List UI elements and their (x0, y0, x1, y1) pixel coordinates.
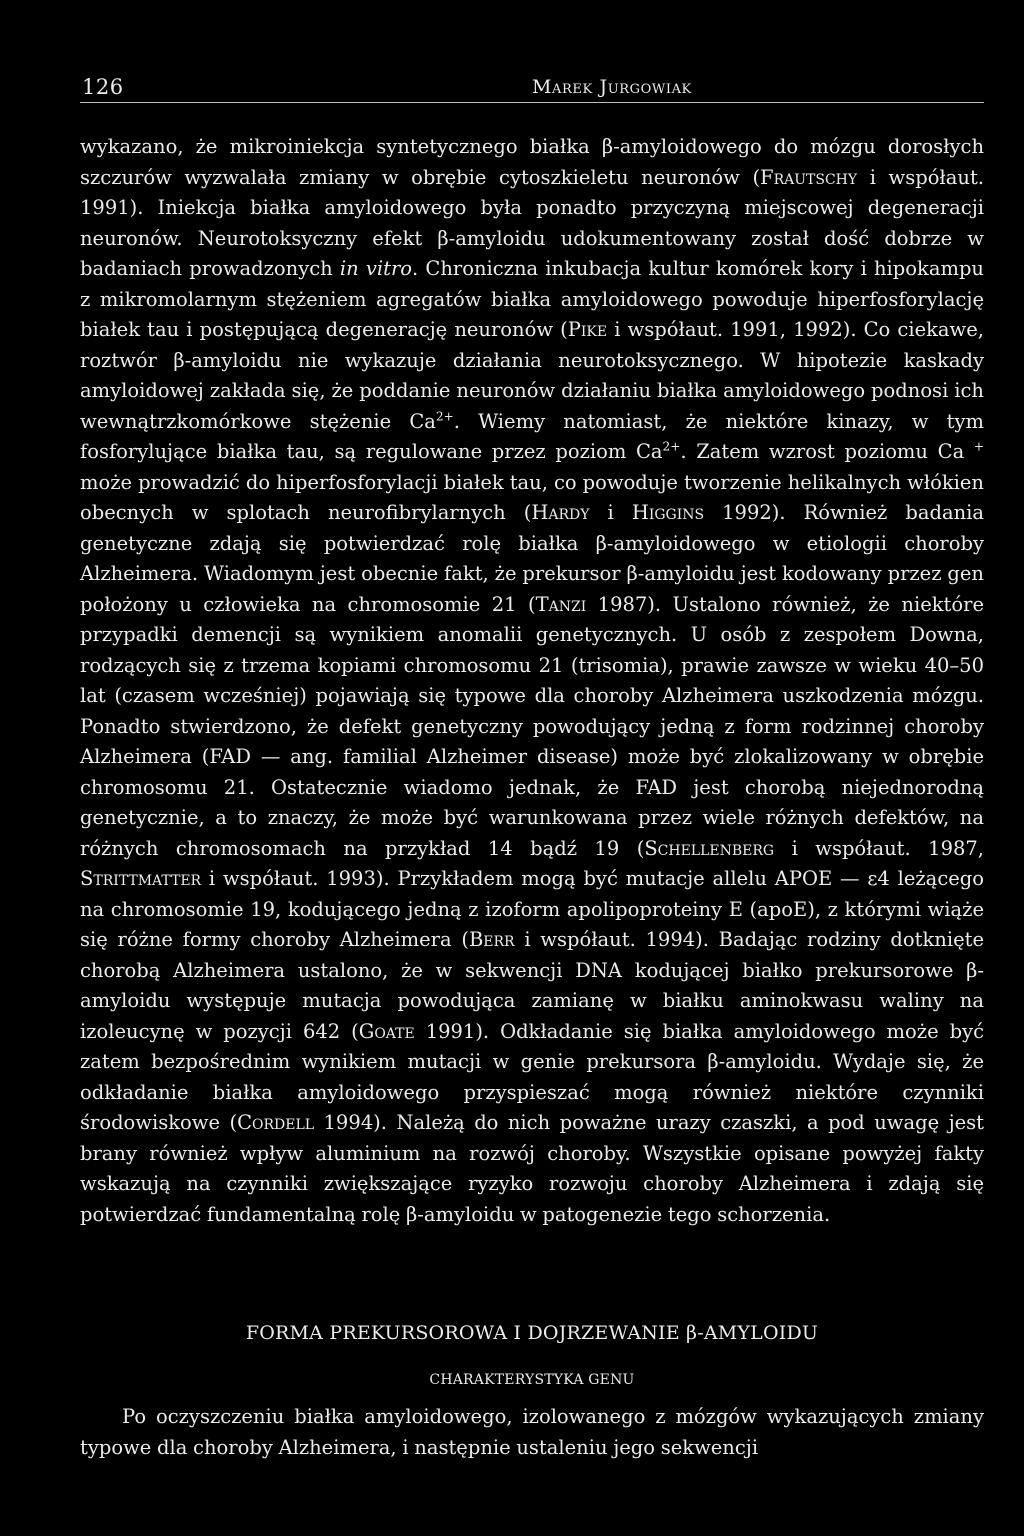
body-paragraph (80, 132, 984, 1230)
text-run: . Wiemy natomiast, że niektóre kinazy, w tym fosforylujące białka tau, są regulowane przez poziom Ca (80, 409, 984, 463)
superscript: 2+ (662, 439, 681, 454)
citation-author: Higgins (631, 501, 705, 524)
section-heading: FORMA PREKURSOROWA I DOJRZEWANIE β-AMYLOIDU (245, 1322, 819, 1344)
page-header (80, 72, 984, 102)
text-run: 1994). Należą do nich poważne urazy czaszki, a pod uwagę jest brany również wpływ aluminium na rozwój choroby. Wszystkie opisane powyżej fakty wskazują na czynniki zwiększające ryzyko rozwoju choroby Alzheimera i zdają się potwierdzać fundamentalną rolę β-amyloidu w patogenezie tego schorzenia. (80, 1111, 984, 1226)
text-run: i (589, 501, 632, 524)
subsection-heading: CHARAKTERYSTYKA GENU (429, 1372, 635, 1388)
superscript: + (973, 439, 984, 454)
citation-author: Schellenberg (644, 836, 775, 860)
citation-author: Hardy (531, 501, 590, 524)
text-run: i współaut. 1987, (774, 836, 984, 860)
text-run: . Chroniczna inkubacja kultur komórek kory i hipokampu z mikromolarnym stężeniem agregatów białka amyloidowego powoduje hiperfosforylację białek tau i postępującą degenerację neuronów ( (80, 257, 984, 341)
italic-term: in vitro (339, 257, 413, 280)
citation-author: Tanzi (535, 592, 587, 616)
text-run: 1992). Również badania genetyczne zdają się potwierdzać rolę białka β-amyloidowego w etiologii choroby Alzheimera. Wiadomym jest obecnie fakt, że prekursor β-amyloidu jest kodowany przez gen położony u człowieka na chromosomie 21 ( (80, 501, 984, 616)
text-run: 1987). Ustalono również, że niektóre przypadki demencji są wynikiem anomalii genetycznych. U osób z zespołem Downa, rodzących się z trzema kopiami chromosomu 21 (trisomia), prawie zawsze w wieku 40–50 lat (czasem wcześniej) pojawiają się typowe dla choroby Alzheimera uszkodzenia mózgu. Ponadto stwierdzono, że defekt genetyczny powodujący jedną z form rodzinnej choroby Alzheimera (FAD — ang. familial Alzheimer disease) może być zlokalizowany w obrębie chromosomu 21. Ostatecznie wiadomo jednak, że FAD jest chorobą niejednorodną genetycznie, a to znaczy, że może być warunkowana przez wiele różnych defektów, na różnych chromosomach na przykład 14 bądź 19 ( (80, 592, 984, 860)
text-run: i współaut. 1991, 1992). Co ciekawe, roztwór β-amyloidu nie wykazuje działania neurotoksycznego. W hipotezie kaskady amyloidowej zakłada się, że poddanie neuronów działaniu białka amyloidowego podnosi ich wewnątrzkomórkowe stężenie Ca (80, 318, 984, 433)
citation-author: Cordell (237, 1111, 315, 1134)
body-paragraph: Po oczyszczeniu białka amyloidowego, izolowanego z mózgów wykazujących zmiany typowe dla choroby Alzheimera, i następnie ustaleniu jego sekwencji (80, 1405, 984, 1459)
text-run: wykazano, że mikroiniekcja syntetycznego białka β-amyloidowego do mózgu dorosłych szczurów wyzwalała zmiany w obrębie cytoszkieletu neuronów ( (80, 135, 984, 189)
text-run: i współaut. 1993). Przykładem mogą być mutacje allelu APOE — ε4 leżącego na chromosomie 19, kodującego jedną z izoform apolipoproteiny E (apoE), z którymi wiąże się różne formy choroby Alzheimera ( (80, 867, 984, 951)
text-run: . Zatem wzrost poziomu Ca (680, 440, 974, 463)
text-run: i współaut. 1994). Badając rodziny dotknięte chorobą Alzheimera ustalono, że w sekwencji DNA kodującej białko prekursorowe β-amyloidu występuje mutacja powodująca zamianę w białku aminokwasu waliny na izoleucynę w pozycji 642 ( (80, 928, 985, 1043)
section-text-block (80, 1402, 984, 1463)
text-run: i współaut. 1991). Iniekcja białka amyloidowego była ponadto przyczyną miejscowej degeneracji neuronów. Neurotoksyczny efekt β-amyloidu udokumentowany został dość dobrze w badaniach prowadzonych (80, 165, 984, 280)
citation-author: Berr (468, 928, 515, 951)
citation-author: Strittmatter (80, 867, 202, 890)
citation-author: Frautschy (760, 165, 858, 189)
citation-author: Goate (358, 1019, 415, 1043)
text-run: może prowadzić do hiperfosforylacji białek tau, co powoduje tworzenie helikalnych włókien obecnych w splotach neurofibrylarnych ( (80, 470, 984, 524)
citation-author: Pike (567, 318, 608, 341)
running-head-author: Marek Jurgowiak (532, 76, 692, 98)
page-number: 126 (82, 75, 124, 99)
superscript: 2+ (435, 409, 454, 424)
main-text-block (80, 132, 984, 1230)
header-rule (80, 102, 984, 103)
text-run: 1991). Odkładanie się białka amyloidowego może być zatem bezpośrednim wynikiem mutacji w genie prekursora β-amyloidu. Wydaje się, że odkładanie białka amyloidowego przyspieszać mogą również niektóre czynniki środowiskowe ( (80, 1019, 984, 1134)
